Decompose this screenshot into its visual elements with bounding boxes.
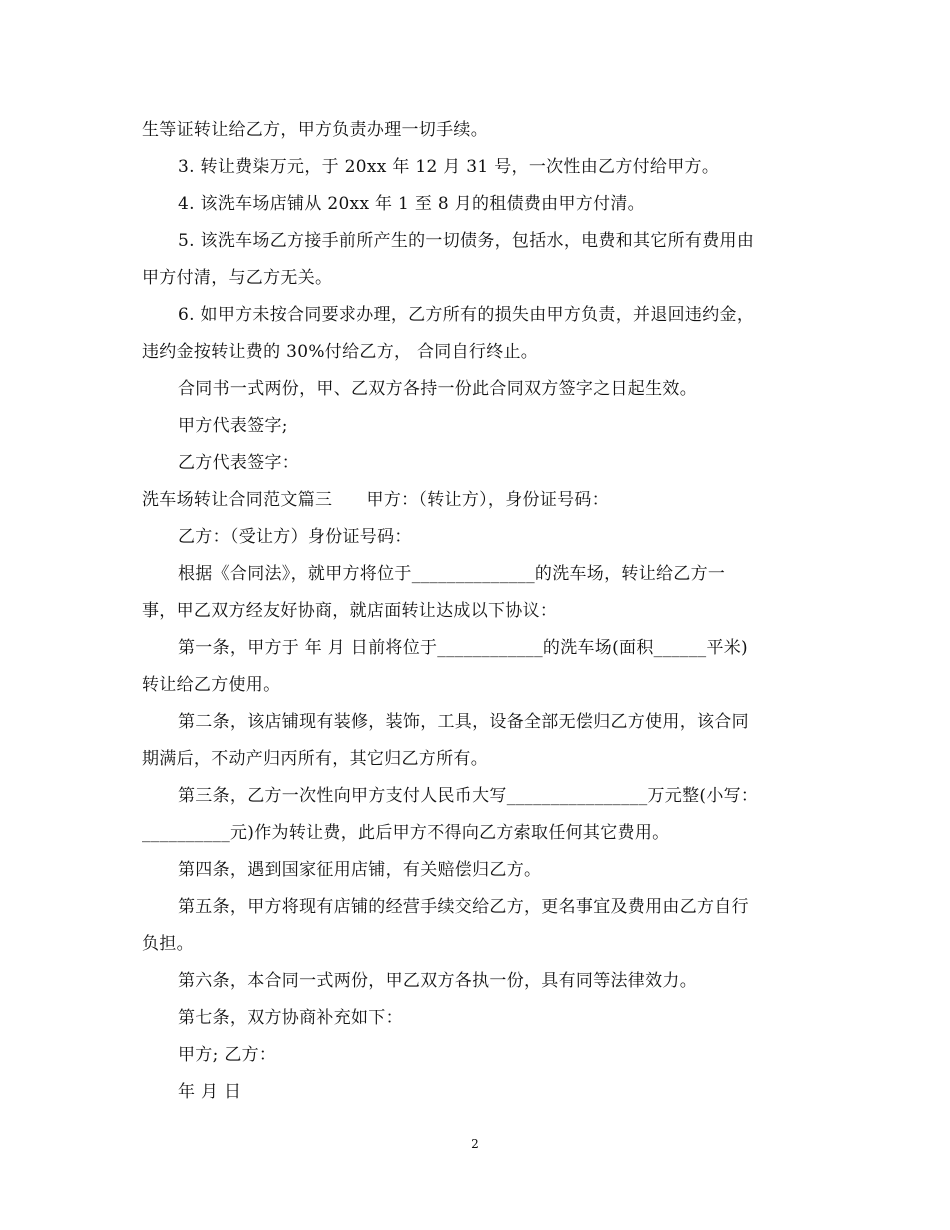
text-line: 生等证转让给乙方，甲方负责办理一切手续。 [142, 120, 488, 140]
document-body [142, 112, 812, 1111]
text-line: 甲方; 乙方： [178, 1045, 277, 1065]
text-line: 第七条，双方协商补充如下： [178, 1008, 403, 1028]
page-number: 2 [471, 1137, 479, 1151]
text-line: 乙方：（受让方）身份证号码： [178, 527, 412, 547]
text-line: 甲方代表签字; [178, 416, 288, 436]
text-line: 乙方代表签字： [178, 453, 300, 473]
text-line: 3. 转让费柒万元，于 20xx 年 12 月 31 号，一次性由乙方付给甲方。 [178, 157, 720, 177]
text-line: 第六条，本合同一式两份，甲乙双方各执一份，具有同等法律效力。 [178, 971, 697, 991]
section-heading-line: 洗车场转让合同范文篇三 甲方：（转让方），身份证号码： [142, 490, 610, 510]
text-line: 根据《合同法》，就甲方将位于______________的洗车场，转让给乙方一 [178, 564, 726, 584]
text-line: 期满后，不动产归丙所有，其它归乙方所有。 [142, 749, 488, 769]
text-line: 负担。 [142, 934, 194, 954]
text-line: 第四条，遇到国家征用店铺，有关赔偿归乙方。 [178, 860, 542, 880]
text-line: 合同书一式两份，甲、乙双方各持一份此合同双方签字之日起生效。 [178, 379, 697, 399]
text-line: 甲方付清，与乙方无关。 [142, 268, 333, 288]
text-line: __________元)作为转让费，此后甲方不得向乙方索取任何其它费用。 [142, 823, 670, 843]
text-line: 6. 如甲方未按合同要求办理，乙方所有的损失由甲方负责，并退回违约金， [178, 305, 755, 325]
text-line: 5. 该洗车场乙方接手前所产生的一切债务，包括水，电费和其它所有费用由 [178, 231, 755, 251]
text-line: 事，甲乙双方经友好协商，就店面转让达成以下协议： [142, 601, 558, 621]
text-line: 转让给乙方使用。 [142, 675, 281, 695]
text-line: 违约金按转让费的 30%付给乙方， 合同自行终止。 [142, 342, 539, 362]
text-line: 第二条，该店铺现有装修，装饰，工具，设备全部无偿归乙方使用，该合同 [178, 712, 749, 732]
text-line: 4. 该洗车场店铺从 20xx 年 1 至 8 月的租债费由甲方付清。 [178, 194, 645, 214]
text-line: 第一条，甲方于 年 月 日前将位于____________的洗车场(面积______平米) [178, 638, 748, 658]
text-line: 年 月 日 [178, 1082, 242, 1102]
text-line: 第五条，甲方将现有店铺的经营手续交给乙方，更名事宜及费用由乙方自行 [178, 897, 749, 917]
text-line: 第三条，乙方一次性向甲方支付人民币大写________________万元整(小写： [178, 786, 759, 806]
